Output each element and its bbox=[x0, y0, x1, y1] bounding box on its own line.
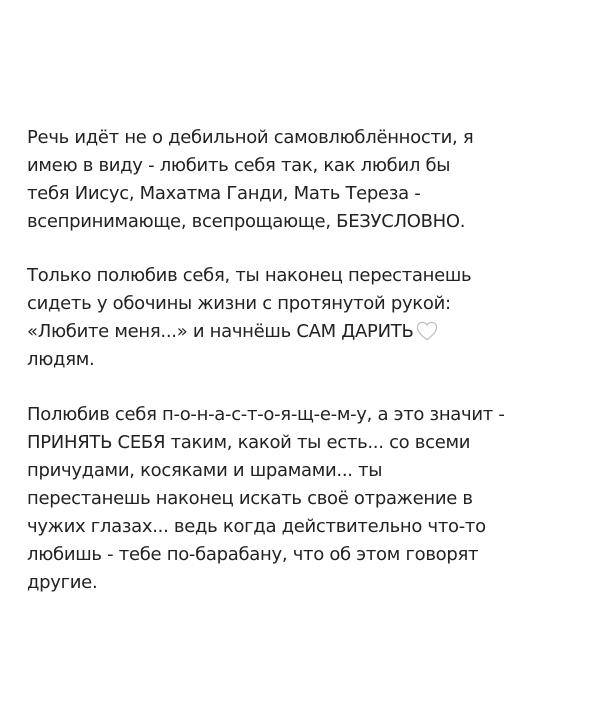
text-line: ПРИНЯТЬ СЕБЯ таким, какой ты есть... со всеми bbox=[27, 432, 471, 453]
text-line: перестанешь наконец искать своё отражение в bbox=[27, 488, 473, 509]
paragraph-2 bbox=[27, 262, 587, 374]
text-line: всепринимающе, всепрощающе, БЕЗУСЛОВНО. bbox=[27, 211, 466, 232]
text-line-with-emoji bbox=[27, 318, 587, 346]
text-line: Только полюбив себя, ты наконец перестанешь bbox=[27, 265, 472, 286]
text-line: другие. bbox=[27, 572, 98, 593]
text-line: Полюбив себя п-о-н-а-с-т-о-я-щ-е-м-у, а это значит - bbox=[27, 404, 505, 425]
text-line: «Любите меня...» и начнёшь САМ ДАРИТЬ bbox=[27, 321, 414, 342]
text-line: имею в виду - любить себя так, как любил бы bbox=[27, 155, 451, 176]
text-line: чужих глазах... ведь когда действительно что-то bbox=[27, 516, 486, 537]
text-line: Речь идёт не о дебильной самовлюблённости, я bbox=[27, 127, 474, 148]
white-heart-icon bbox=[416, 321, 438, 341]
text-line: сидеть у обочины жизни с протянутой рукой: bbox=[27, 293, 451, 314]
text-line: причудами, косяками и шрамами... ты bbox=[27, 460, 383, 481]
paragraph-1 bbox=[27, 124, 587, 236]
text-line: людям. bbox=[27, 349, 95, 370]
text-line: тебя Иисус, Махатма Ганди, Мать Тереза - bbox=[27, 183, 421, 204]
text-line: любишь - тебе по-барабану, что об этом говорят bbox=[27, 544, 479, 565]
paragraph-3 bbox=[27, 401, 587, 597]
